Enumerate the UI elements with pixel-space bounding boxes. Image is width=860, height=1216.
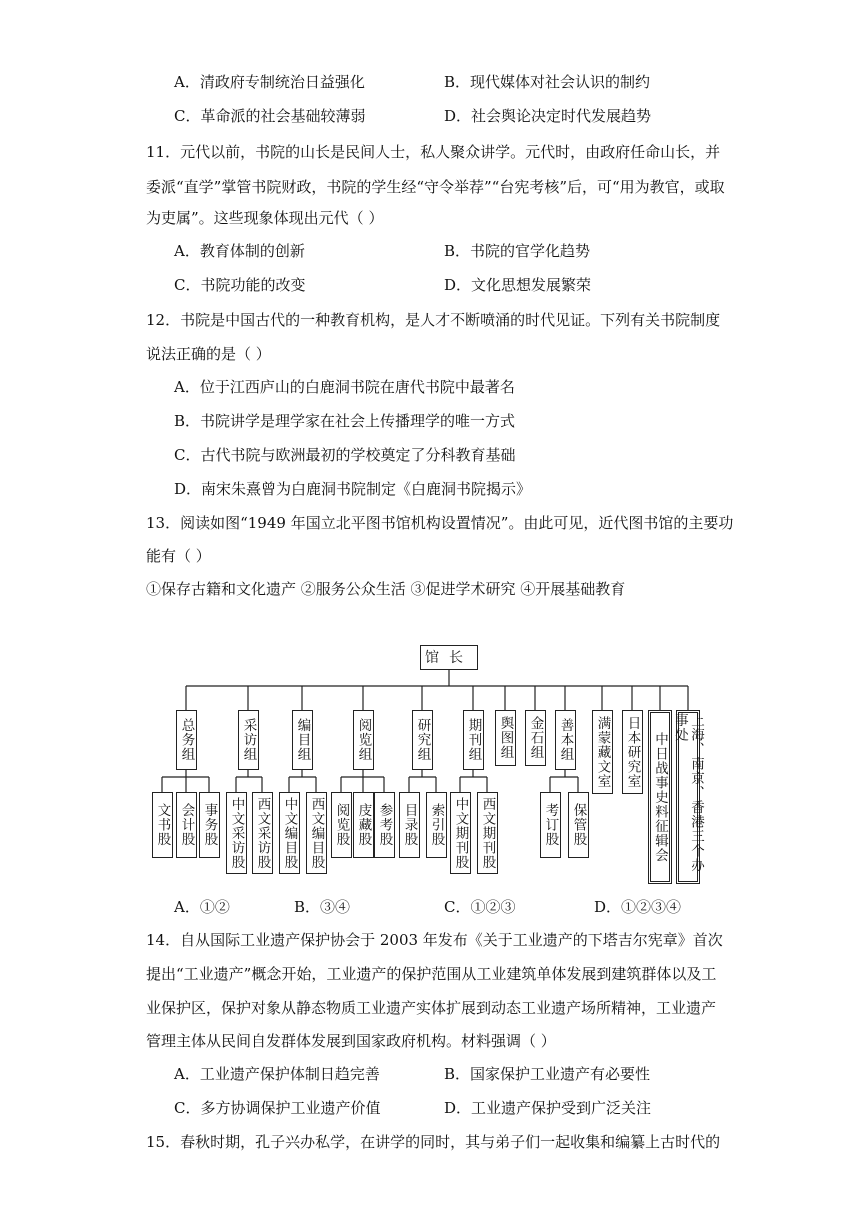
q13-stem-line1: 13．阅读如图“1949 年国立北平图书馆机构设置情况”。由此可见，近代图书馆的主要功 xyxy=(146,514,734,532)
q11-option-c: C．书院功能的改变 xyxy=(174,276,306,294)
q14-stem-line3: 业保护区，保护对象从静态物质工业遗产实体扩展到动态工业遗产场所精神，工业遗产 xyxy=(146,999,717,1017)
q11-option-d: D．文化思想发展繁荣 xyxy=(444,276,592,294)
q13-option-a: A．①② xyxy=(174,898,230,916)
org-section: 考订股 xyxy=(540,792,561,858)
q12-stem-line1: 12．书院是中国古代的一种教育机构，是人才不断喷涌的时代见证。下列有关书院制度 xyxy=(146,311,721,329)
org-division-cataloging: 编目组 xyxy=(292,710,313,770)
org-division-manchu-mongol-tibetan: 满蒙藏文室 xyxy=(592,710,613,794)
org-division-war-archives: 中日战事史料征辑会 xyxy=(648,710,672,884)
q12-option-d: D．南宋朱熹曾为白鹿洞书院制定《白鹿洞书院揭示》 xyxy=(174,480,532,498)
q10-option-d: D．社会舆论决定时代发展趋势 xyxy=(444,107,652,125)
q14-stem-line2: 提出“工业遗产”概念开始，工业遗产的保护范围从工业建筑单体发展到建筑群体以及工 xyxy=(146,965,717,983)
q10-option-a: A．清政府专制统治日益强化 xyxy=(174,73,365,91)
org-division-offices: 上海、南京、香港三个办事处 xyxy=(676,710,700,884)
org-section: 阅览股 xyxy=(331,792,352,858)
q14-option-b: B．国家保护工业遗产有必要性 xyxy=(444,1065,651,1083)
q13-option-c: C．①②③ xyxy=(444,898,516,916)
org-division-research: 研究组 xyxy=(412,710,433,770)
org-section: 中文采访股 xyxy=(226,792,247,874)
q13-stem-line2: 能有（ ） xyxy=(146,547,211,565)
q11-stem-line1: 11．元代以前，书院的山长是民间人士，私人聚众讲学。元代时，由政府任命山长，并 xyxy=(146,143,721,161)
q11-stem-line3: 为吏属”。这些现象体现出元代（ ） xyxy=(146,209,384,227)
org-division-acquisition: 采访组 xyxy=(238,710,259,770)
org-division-periodicals: 期刊组 xyxy=(463,710,484,770)
org-section: 文书股 xyxy=(152,792,173,858)
org-section: 西文采访股 xyxy=(252,792,273,874)
org-head-director: 馆长 xyxy=(420,645,478,670)
q13-option-b: B．③④ xyxy=(294,898,351,916)
org-section: 保管股 xyxy=(568,792,589,858)
org-division-rare-books: 善本组 xyxy=(555,710,576,770)
org-division-maps: 舆图组 xyxy=(495,710,516,766)
org-division-epigraphy: 金石组 xyxy=(525,710,546,766)
org-section: 会计股 xyxy=(176,792,197,858)
q13-choices-list: ①保存古籍和文化遗产 ②服务公众生活 ③促进学术研究 ④开展基础教育 xyxy=(146,580,626,598)
org-section: 目录股 xyxy=(399,792,420,858)
q10-option-c: C．革命派的社会基础较薄弱 xyxy=(174,107,366,125)
q14-option-c: C．多方协调保护工业遗产价值 xyxy=(174,1099,381,1117)
q10-option-b: B．现代媒体对社会认识的制约 xyxy=(444,73,651,91)
org-section: 事务股 xyxy=(199,792,220,858)
q12-stem-line2: 说法正确的是（ ） xyxy=(146,345,271,363)
org-section: 参考股 xyxy=(374,792,395,858)
org-section: 中文编目股 xyxy=(279,792,300,874)
q12-option-c: C．古代书院与欧洲最初的学校奠定了分科教育基础 xyxy=(174,446,516,464)
q12-option-a: A．位于江西庐山的白鹿洞书院在唐代书院中最著名 xyxy=(174,378,515,396)
q12-option-b: B．书院讲学是理学家在社会上传播理学的唯一方式 xyxy=(174,412,516,430)
org-division-japan-research: 日本研究室 xyxy=(622,710,643,794)
org-section: 索引股 xyxy=(426,792,447,858)
org-section: 庋藏股 xyxy=(353,792,374,858)
q11-option-a: A．教育体制的创新 xyxy=(174,242,305,260)
org-section: 西文期刊股 xyxy=(477,792,498,874)
q14-stem-line4: 管理主体从民间自发群体发展到国家政府机构。材料强调（ ） xyxy=(146,1032,556,1050)
q13-option-d: D．①②③④ xyxy=(594,898,682,916)
org-section: 中文期刊股 xyxy=(450,792,471,874)
org-section: 西文编目股 xyxy=(306,792,327,874)
org-division-reading: 阅览组 xyxy=(353,710,374,770)
q11-option-b: B．书院的官学化趋势 xyxy=(444,242,591,260)
q11-stem-line2: 委派“直学”掌管书院财政，书院的学生经“守令举荐”“台宪考核”后，可“用为教官，或取 xyxy=(146,178,725,196)
org-division-general-affairs: 总务组 xyxy=(176,710,197,770)
q14-option-d: D．工业遗产保护受到广泛关注 xyxy=(444,1099,652,1117)
q14-stem-line1: 14．自从国际工业遗产保护协会于 2003 年发布《关于工业遗产的下塔吉尔宪章》首次 xyxy=(146,931,723,949)
q14-option-a: A．工业遗产保护体制日趋完善 xyxy=(174,1065,380,1083)
q15-stem-line1: 15．春秋时期，孔子兴办私学，在讲学的同时，其与弟子们一起收集和编纂上古时代的 xyxy=(146,1133,721,1151)
